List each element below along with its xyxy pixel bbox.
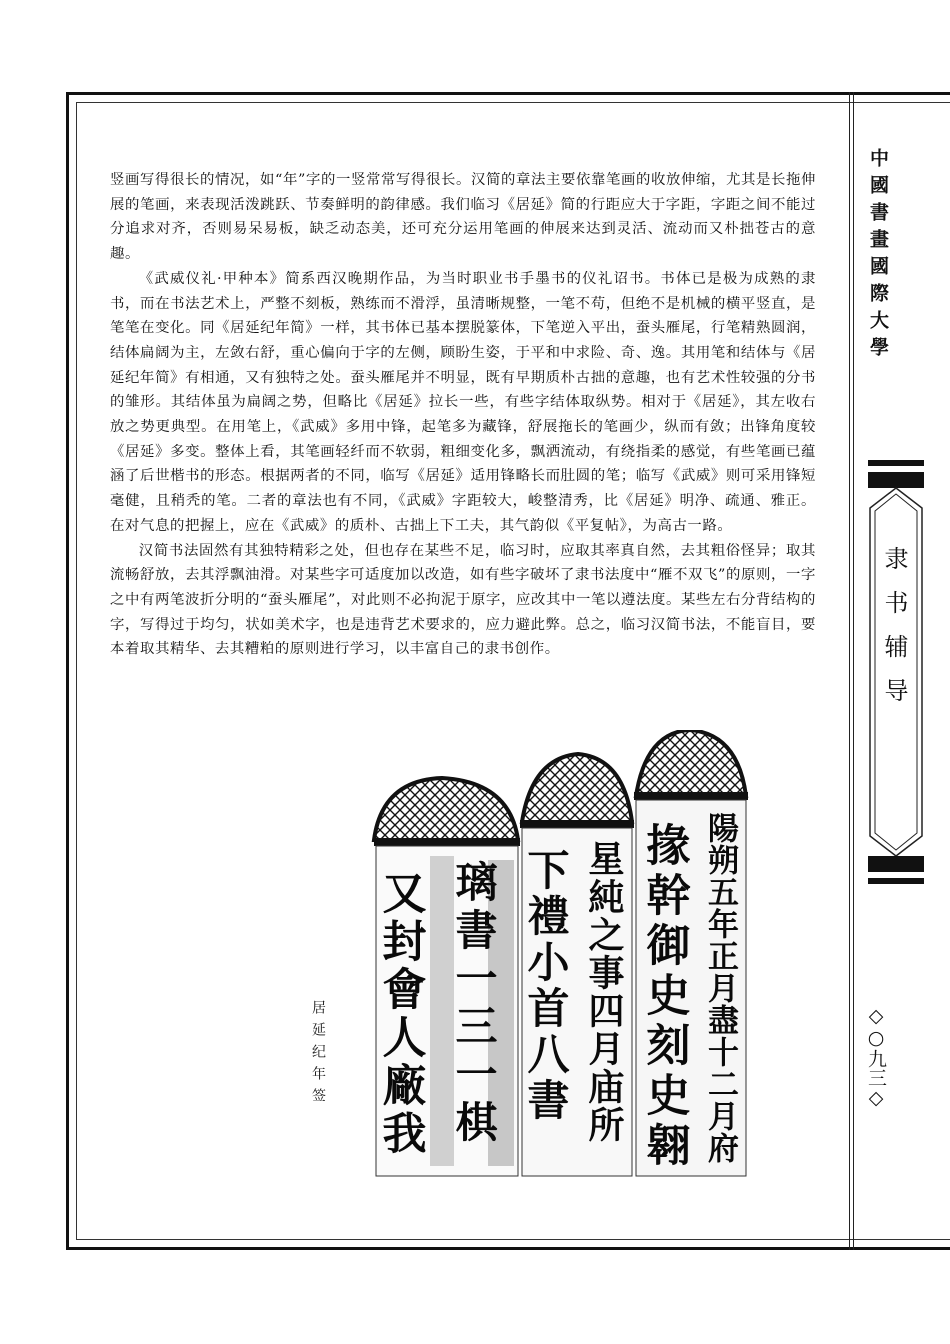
page-number: ◇○九三◇ [865,1005,887,1109]
sidebar-divider [849,92,850,1250]
slip-middle-col2: 星純之事四月庙所 [583,840,625,1144]
panel-bar-bottom-thick [868,856,924,872]
slip-middle-col1: 下禮小首八書 [521,848,571,1124]
paragraph-2: 《武威仪礼·甲种本》简系西汉晚期作品，为当时职业书手墨书的仪礼诏书。书体已是极为成熟的隶书，而在书法艺术上，严整不刻板，熟练而不滑浮，虽清晰规整，一笔不苟，但绝不是机械的横平竖直，是笔笔在变化。同《居延纪年简》一样，其书体已基本摆脱篆体，下笔逆入平出，蚕头雁尾，行笔精熟圆润，结体扁阔为主，左敛右舒，重心偏向于字的左侧，顾盼生姿，于平和中求险、奇、逸。其用笔和结体与《居延纪年简》有相通，又有独特之处。蚕头雁尾并不明显，既有早期质朴古拙的意趣，也有艺术性较强的分书的雏形。其结体虽为扁阔之势，但略比《居延》拉长一些，有些字结体取纵势。相对于《居延》，其左收右放之势更典型。在用笔上，《武威》多用中锋，起笔多为藏锋，舒展拖长的笔画少，纵而有敛；出锋角度较《居延》多变。整体上看，其笔画轻纤而不软弱，粗细变化多，飘洒流动，有绕指柔的感觉，有些笔画已蕴涵了后世楷书的形态。根据两者的不同，临写《居延》适用锋略长而肚圆的笔；临写《武威》则可采用锋短毫健，且稍秃的笔。二者的章法也有不同，《武威》字距较大，峻整清秀，比《居延》明净、疏通、雅正。在对气息的把握上，应在《武威》的质朴、古拙上下工夫，其气韵似《平复帖》，为高古一路。 [110,270,816,534]
slips-svg [370,730,750,1180]
slip-right-col2: 掾幹御史刻史翱 [638,822,690,1172]
school-name: 中國書畫國際大學 [867,148,889,364]
slip-left [374,778,520,1176]
slip-middle [520,754,634,1176]
figure-caption: 居延纪年签 [310,1000,326,1110]
paragraph-1: 竖画写得很长的情况，如“年”字的一竖常常写得很长。汉简的章法主要依靠笔画的收放伸缩，尤其是长拖伸展的笔画，来表现活泼跳跃、节奏鲜明的韵律感。我们临习《居延》简的行距应大于字距，字距之间不能过分追求对齐，否则易呆易板，缺乏动态美，还可充分运用笔画的伸展来达到灵活、流动而又朴拙苍古的意趣。 [110,172,816,263]
panel-bar-top [868,460,924,466]
slip-right [634,730,748,1176]
section-title: 隶书辅导 [880,546,908,722]
sidebar-divider-2 [853,92,854,1250]
section-panel [868,460,924,884]
slip-left-col2: 璃書一三一棋 [449,860,499,1148]
paragraph-3: 汉简书法固然有其独特精彩之处，但也存在某些不足，临习时，应取其率真自然，去其粗俗怪异；取其流畅舒放，去其浮飘油滑。对某些字可适度加以改造，如有些字破坏了隶书法度中“雁不双飞”的原则，一字之中有两笔波折分明的“蚕头雁尾”，对此则不必拘泥于原字，应改其中一笔以遵法度。某些左右分背结构的字，写得过于均匀，状如美术字，也是违背艺术要求的，应力避此弊。总之，临习汉简书法，不能盲目，要本着取其精华、去其糟粕的原则进行学习，以丰富自己的隶书创作。 [110,542,816,658]
body-text [110,168,816,662]
slip-left-col1: 又封會人廠我 [374,870,426,1158]
panel-bar-bottom [868,878,924,884]
slip-right-col1: 陽朔五年正月盡十二月府 [702,812,738,1164]
bamboo-slips-image [370,730,750,1180]
